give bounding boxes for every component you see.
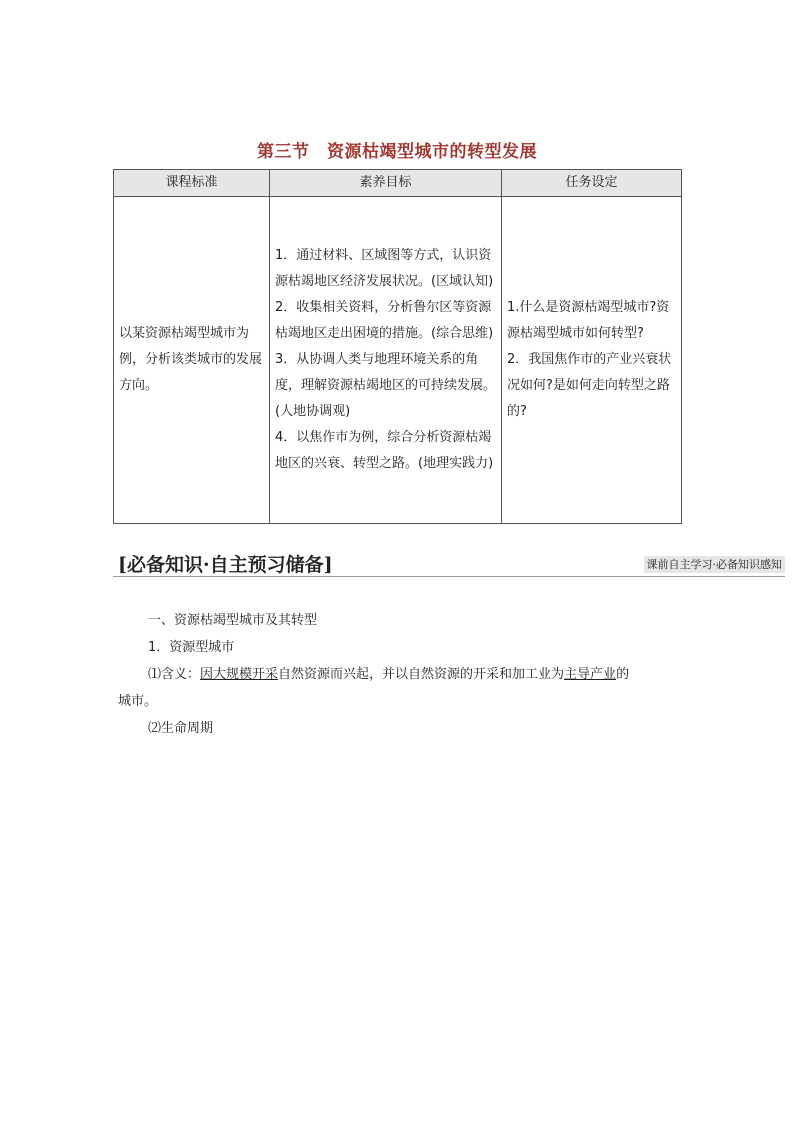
section-tag: 课前自主学习·必备知识感知 bbox=[644, 556, 786, 573]
literacy-goal-3: 3．从协调人类与地理环境关系的角度，理解资源枯竭地区的可持续发展。(人地协调观) bbox=[275, 352, 497, 419]
content-body bbox=[118, 607, 678, 742]
definition-text: 自然资源而兴起，并以自然资源的开采和加工业为 bbox=[278, 667, 565, 682]
definition-label: ⑴含义： bbox=[148, 667, 201, 682]
section-header bbox=[113, 548, 785, 577]
curriculum-standard-text: 以某资源枯竭型城市为例，分析该类城市的发展方向。 bbox=[119, 326, 263, 393]
header-task-setting: 任务设定 bbox=[502, 170, 682, 197]
section-title: [必备知识·自主预习储备] bbox=[118, 554, 333, 576]
life-cycle-item: ⑵生命周期 bbox=[148, 721, 214, 736]
literacy-goal-1: 1．通过材料、区域图等方式，认识资源枯竭地区经济发展状况。(区域认知) bbox=[275, 248, 494, 289]
definition-underline-2: 主导产业 bbox=[564, 667, 617, 682]
definition-paragraph bbox=[118, 661, 678, 688]
table-header-row bbox=[114, 170, 682, 197]
literacy-goal-2: 2．收集相关资料，分析鲁尔区等资源枯竭地区走出困境的措施。(综合思维) bbox=[275, 300, 494, 341]
definition-continuation: 城市。 bbox=[118, 694, 158, 709]
heading-level2: 1．资源型城市 bbox=[148, 640, 235, 655]
definition-underline-1: 因大规模开采 bbox=[200, 667, 279, 682]
definition-end: 的 bbox=[616, 667, 630, 682]
page-title: 第三节 资源枯竭型城市的转型发展 bbox=[257, 142, 537, 162]
tasks-cell bbox=[502, 197, 682, 524]
literacy-goals-cell bbox=[270, 197, 502, 524]
task-2: 2．我国焦作市的产业兴衰状况如何?是如何走向转型之路的? bbox=[507, 352, 672, 419]
curriculum-table bbox=[113, 169, 682, 524]
table-row bbox=[114, 197, 682, 524]
literacy-goal-4: 4．以焦作市为例，综合分析资源枯竭地区的兴衰、转型之路。(地理实践力) bbox=[275, 430, 494, 471]
heading-level1: 一、资源枯竭型城市及其转型 bbox=[148, 613, 318, 628]
header-curriculum-standard: 课程标准 bbox=[114, 170, 270, 197]
header-literacy-goals: 素养目标 bbox=[270, 170, 502, 197]
task-1: 1.什么是资源枯竭型城市?资源枯竭型城市如何转型? bbox=[507, 300, 670, 341]
curriculum-standard-cell bbox=[114, 197, 270, 524]
